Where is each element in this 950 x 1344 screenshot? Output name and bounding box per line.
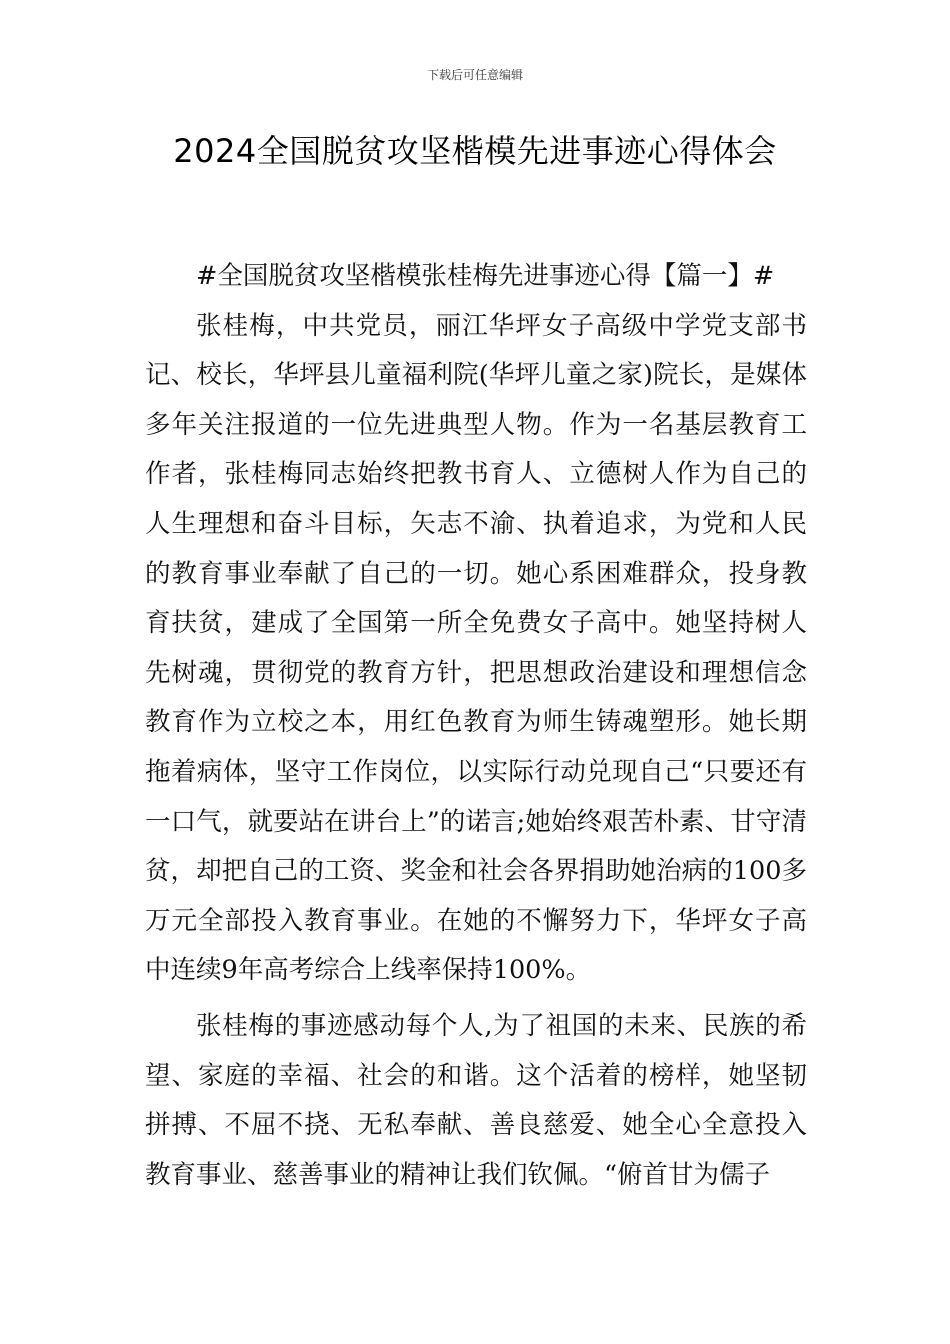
body-paragraph: 张桂梅，中共党员，丽江华坪女子高级中学党支部书记、校长，华坪县儿童福利院(华坪儿童之家)院长，是媒体多年关注报道的一位先进典型人物。作为一名基层教育工作者，张桂梅同志始终把教书育人、立德树人作为自己的人生理想和奋斗目标，矢志不渝、执着追求，为党和人民的教育事业奉献了自己的一切。她心系困难群众，投身教育扶贫，建成了全国第一所全免费女子高中。她坚持树人先树魂，贯彻党的教育方针，把思想政治建设和理想信念教育作为立校之本，用红色教育为师生铸魂塑形。她长期拖着病体，坚守工作岗位，以实际行动兑现自己“只要还有一口气，就要站在讲台上”的诺言;她始终艰苦朴素、甘守清贫，却把自己的工资、奖金和社会各界捐助她治病的100多万元全部投入教育事业。在她的不懈努力下，华坪女子高中连续9年高考综合上线率保持100%。 (145, 310, 807, 986)
document-body (145, 252, 807, 1200)
document-title: 2024全国脱贫攻坚楷模先进事迹心得体会 (173, 132, 777, 170)
body-paragraph: 张桂梅的事迹感动每个人,为了祖国的未来、民族的希望、家庭的幸福、社会的和谐。这个活着的榜样，她坚韧拼搏、不屈不挠、无私奉献、善良慈爱、她全心全意投入教育事业、慈善事业的精神让我们钦佩。“俯首甘为儒子 (145, 1010, 807, 1190)
section-heading: #全国脱贫攻坚楷模张桂梅先进事迹心得【篇一】# (196, 261, 775, 291)
header-note: 下载后可任意编辑 (426, 68, 523, 82)
